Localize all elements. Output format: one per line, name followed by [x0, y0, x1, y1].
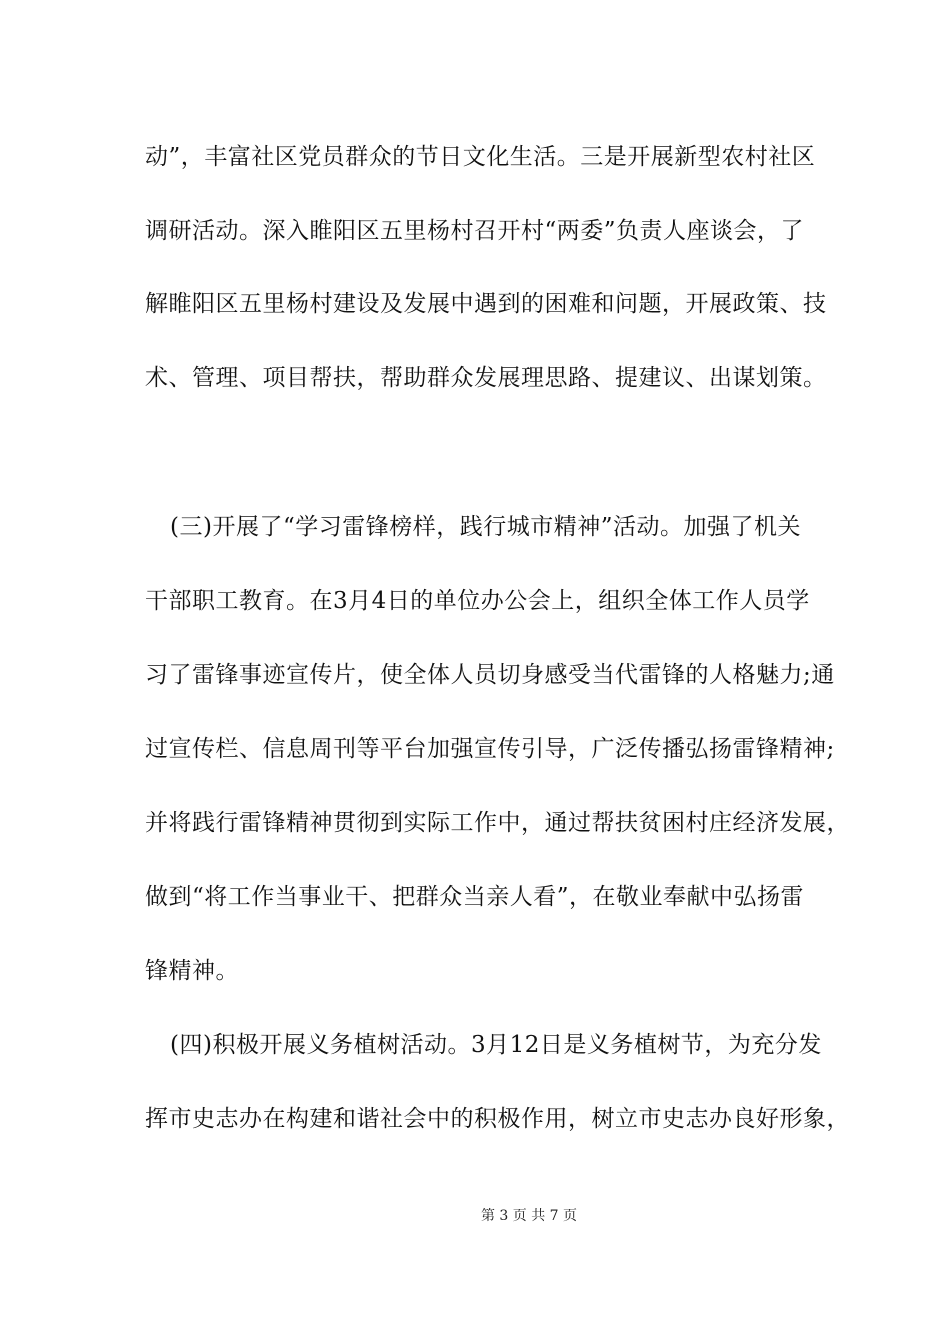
text-line: 习了雷锋事迹宣传片，使全体人员切身感受当代雷锋的人格魅力;通	[145, 662, 835, 688]
text-line: 解睢阳区五里杨村建设及发展中遇到的困难和问题，开展政策、技	[145, 291, 827, 317]
text-line: 干部职工教育。在3月4日的单位办公会上，组织全体工作人员学	[145, 588, 810, 614]
text-line: (四)积极开展义务植树活动。3月12日是义务植树节，为充分发	[170, 1032, 822, 1058]
text-line: 做到“将工作当事业干、把群众当亲人看”，在敬业奉献中弘扬雷	[145, 884, 805, 910]
text-line: 挥市史志办在构建和谐社会中的积极作用，树立市史志办良好形象，	[145, 1106, 850, 1132]
text-line: 过宣传栏、信息周刊等平台加强宣传引导，广泛传播弘扬雷锋精神;	[145, 736, 835, 762]
text-line: 并将践行雷锋精神贯彻到实际工作中，通过帮扶贫困村庄经济发展，	[145, 810, 850, 836]
text-line: 调研活动。深入睢阳区五里杨村召开村“两委”负责人座谈会，了	[145, 218, 805, 244]
text-line: 动”，丰富社区党员群众的节日文化生活。三是开展新型农村社区	[145, 144, 816, 170]
text-line: 锋精神。	[145, 958, 239, 984]
page-number-footer: 第 3 页 共 7 页	[480, 1208, 578, 1224]
text-line: (三)开展了“学习雷锋榜样，践行城市精神”活动。加强了机关	[170, 514, 801, 540]
text-line: 术、管理、项目帮扶，帮助群众发展理思路、提建议、出谋划策。	[145, 365, 827, 391]
